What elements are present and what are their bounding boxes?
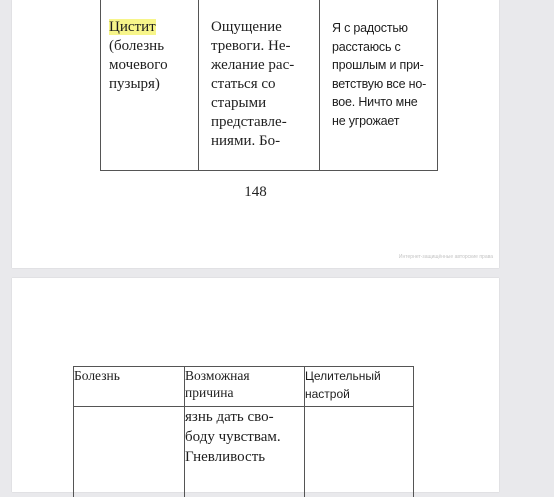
- affirmation-cell: [305, 407, 414, 497]
- disease-line: (болезнь: [109, 37, 198, 56]
- affirmation-line: расстаюсь с: [332, 38, 437, 57]
- disease-cell: [101, 0, 199, 171]
- affirmation-line: Я с радостью: [332, 19, 437, 38]
- document-page-next: [12, 278, 499, 492]
- cause-line: тревоги. Не-: [211, 37, 319, 56]
- page-number: 148: [12, 184, 499, 201]
- affirmation-line: не угрожает: [332, 112, 437, 131]
- column-header-disease: Болезнь: [74, 367, 185, 407]
- disease-table: [73, 366, 414, 497]
- cause-line: представле-: [211, 113, 319, 132]
- affirmation-cell: [320, 0, 438, 171]
- affirmation-line: вое. Ничто мне: [332, 93, 437, 112]
- table-row: [74, 407, 414, 497]
- disease-line: мочевого: [109, 56, 198, 75]
- cause-line: желание рас-: [211, 56, 319, 75]
- disease-table-continued: [100, 0, 438, 171]
- affirmation-line: ветствую все но-: [332, 75, 437, 94]
- cause-line: Гневливость: [185, 447, 304, 467]
- cause-line: Ощущение: [211, 18, 319, 37]
- column-header-cause: Возможная причина: [185, 367, 305, 407]
- cause-line: боду чувствам.: [185, 427, 304, 447]
- watermark: Интернет-защищённые авторские права: [399, 254, 493, 260]
- cause-line: старыми: [211, 94, 319, 113]
- affirmation-line: прошлым и при-: [332, 56, 437, 75]
- highlighted-disease-name: Цистит: [109, 19, 156, 35]
- cause-line: статься со: [211, 75, 319, 94]
- cause-cell: [185, 407, 305, 497]
- cause-cell: [199, 0, 320, 171]
- document-page-148: [12, 0, 499, 268]
- cause-line: язнь дать сво-: [185, 407, 304, 427]
- disease-cell: [74, 407, 185, 497]
- disease-line: пузыря): [109, 75, 198, 94]
- table-row: [101, 0, 438, 171]
- cause-line: ниями. Бо-: [211, 132, 319, 151]
- column-header-affirmation: Целительный настрой: [305, 367, 414, 407]
- table-header-row: [74, 367, 414, 407]
